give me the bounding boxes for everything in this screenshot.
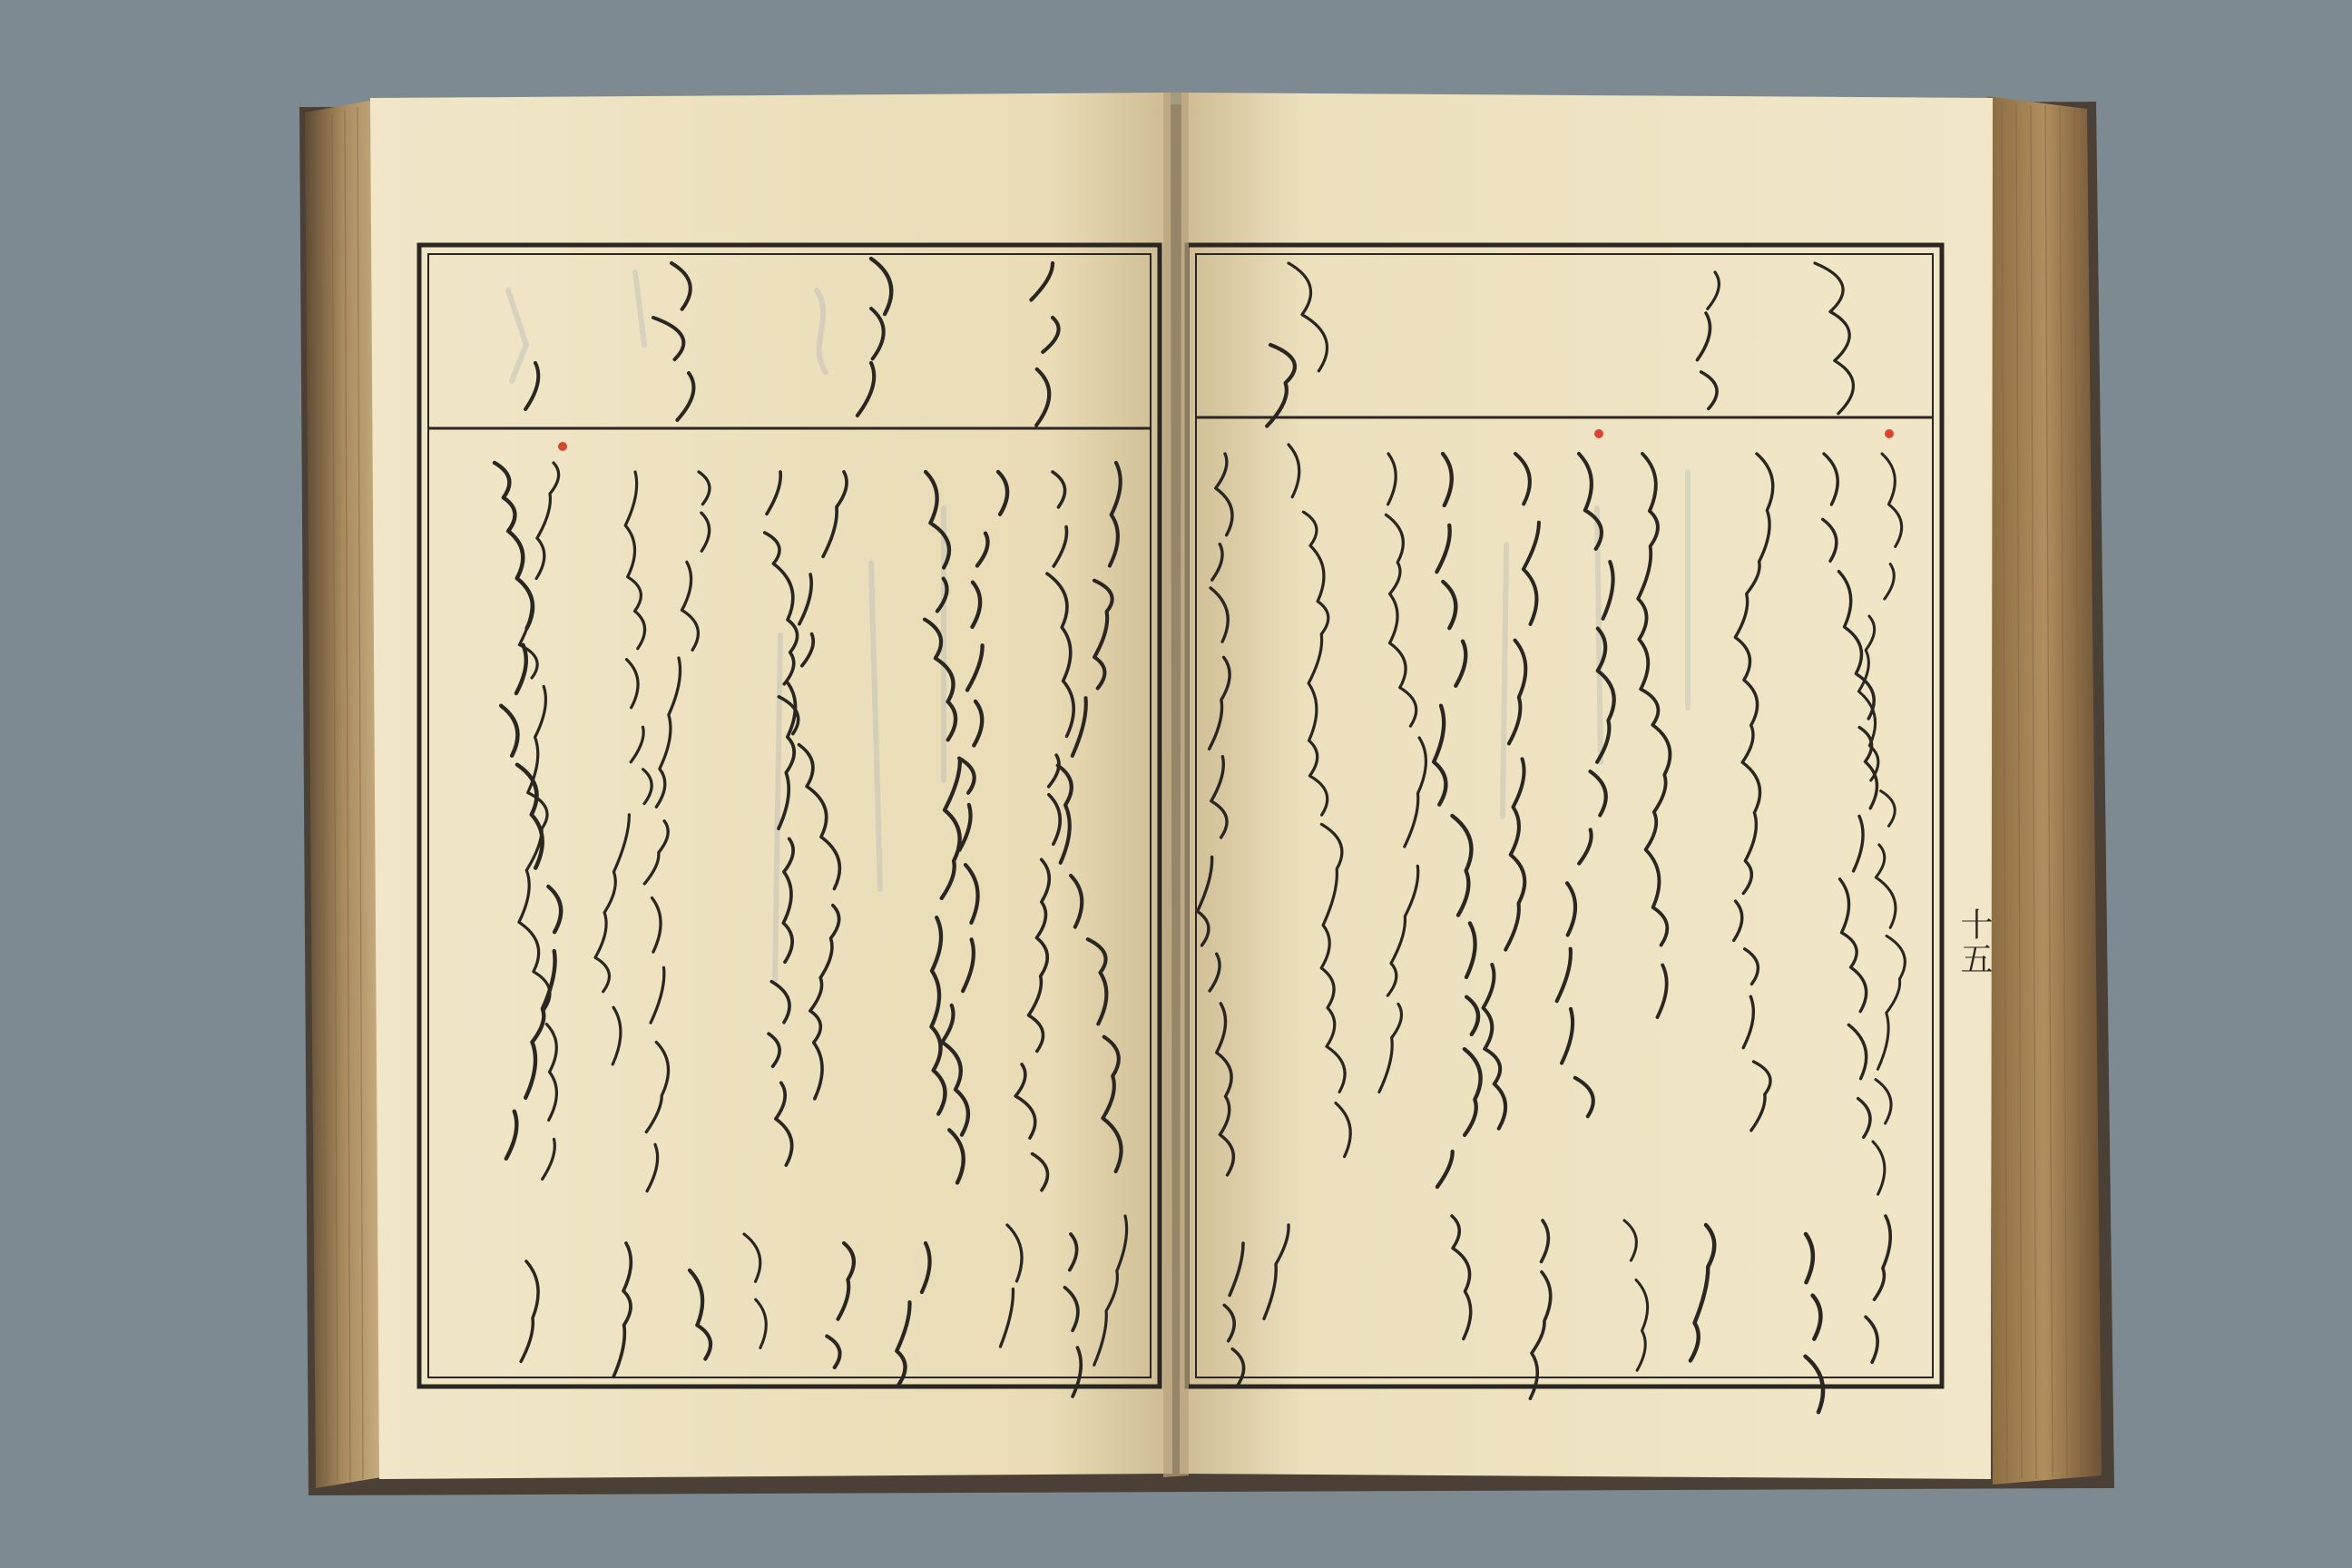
left-page [370, 93, 1172, 1479]
right-page [1180, 93, 1993, 1479]
gutter [1163, 93, 1189, 1477]
folio-number: 十五 [1955, 907, 1993, 976]
